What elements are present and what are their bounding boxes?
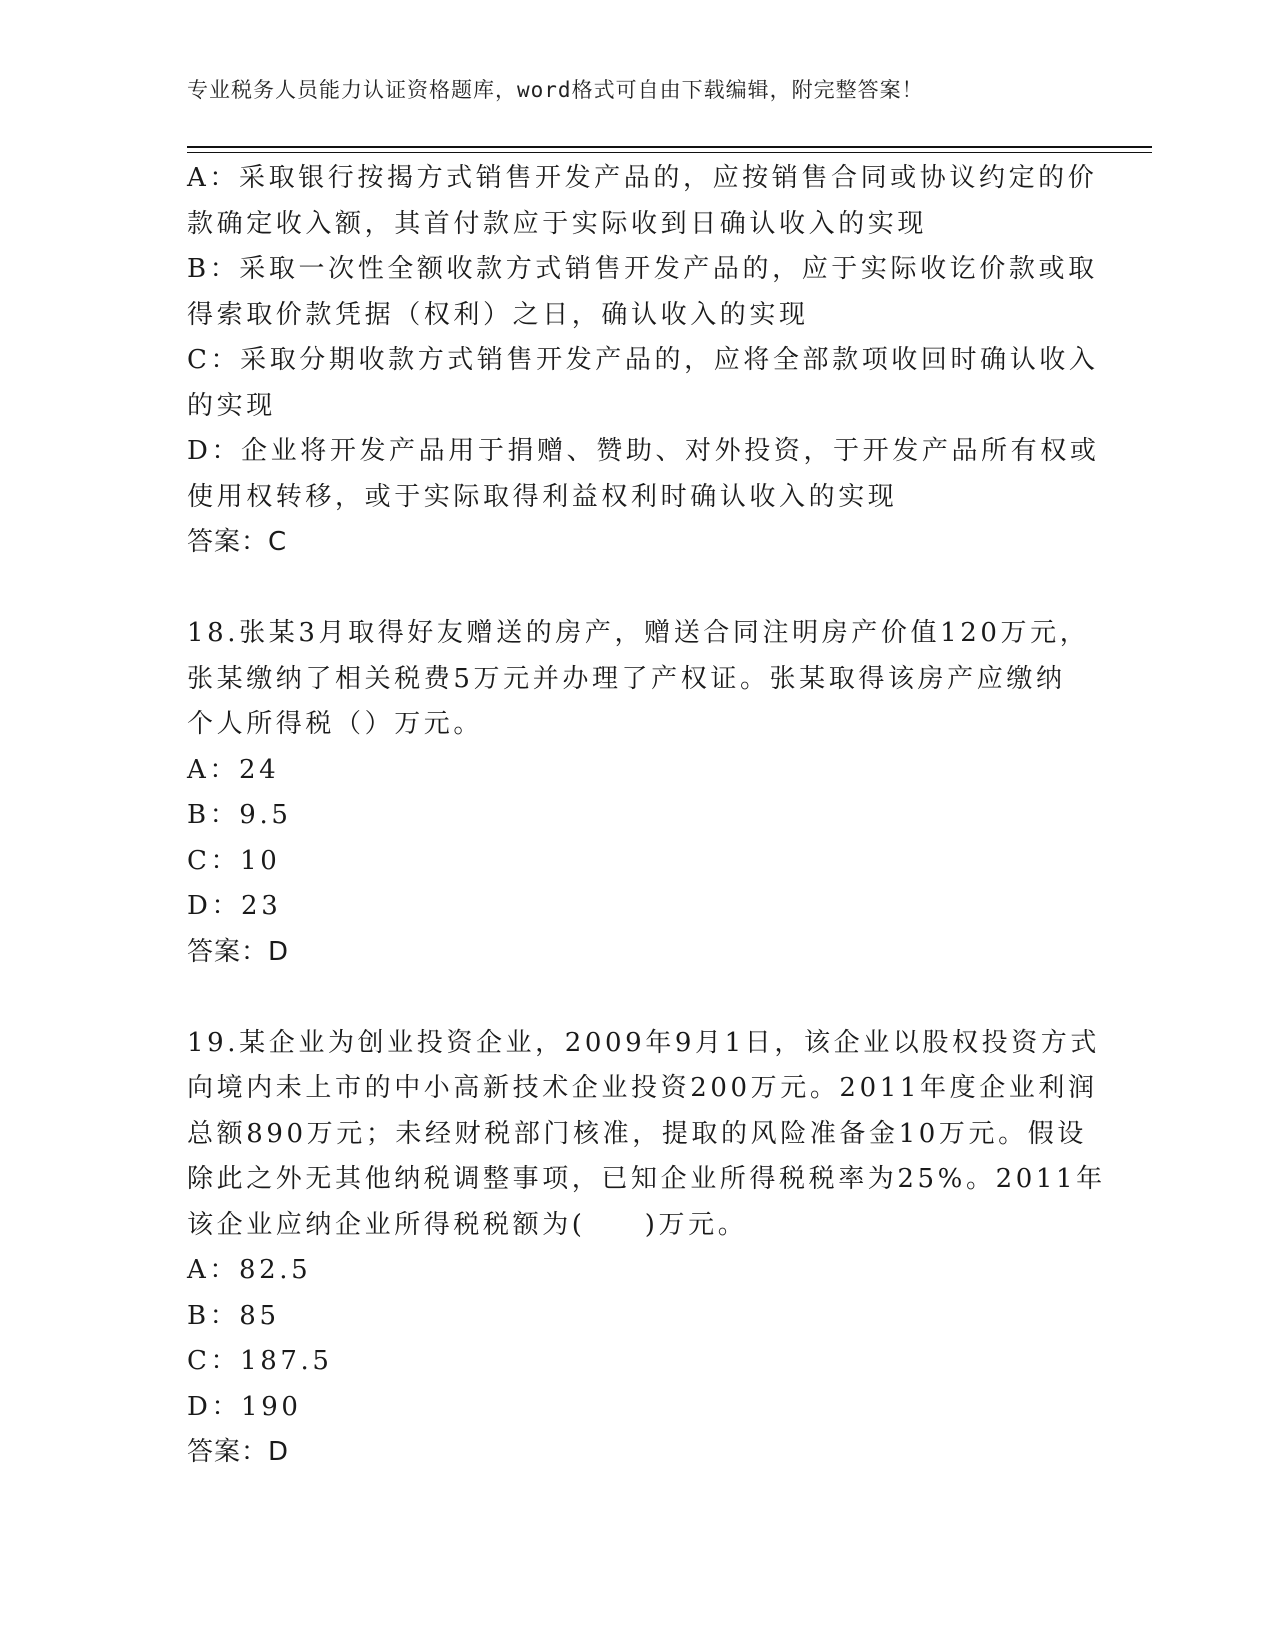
option-line: A：采取银行按揭方式销售开发产品的，应按销售合同或协议约定的价 bbox=[187, 163, 1098, 193]
document-body bbox=[187, 156, 1106, 1476]
question-stem-line: 总额890万元；未经财税部门核准，提取的风险准备金10万元。假设 bbox=[187, 1118, 1087, 1149]
option-a: A：24 bbox=[187, 754, 280, 785]
answer-18: 答案：D bbox=[187, 936, 290, 967]
option-line: 使用权转移，或于实际取得利益权利时确认收入的实现 bbox=[187, 481, 898, 512]
question-stem-line: 向境内未上市的中小高新技术企业投资200万元。2011年度企业利润 bbox=[187, 1073, 1098, 1103]
option-b: B：85 bbox=[187, 1300, 280, 1331]
option-a: A：82.5 bbox=[187, 1255, 312, 1285]
question-19 bbox=[187, 1021, 1106, 1476]
question-18 bbox=[187, 611, 1090, 975]
option-c: C：187.5 bbox=[187, 1346, 333, 1376]
header-rule-thin bbox=[187, 152, 1152, 153]
question-stem-line: 张某缴纳了相关税费5万元并办理了产权证。张某取得该房产应缴纳 bbox=[187, 663, 1066, 694]
option-d: D：23 bbox=[187, 891, 282, 921]
option-line: C：采取分期收款方式销售开发产品的，应将全部款项收回时确认收入 bbox=[187, 345, 1099, 375]
option-line: D：企业将开发产品用于捐赠、赞助、对外投资，于开发产品所有权或 bbox=[187, 436, 1100, 466]
question-stem-line: 该企业应纳企业所得税税额为( )万元。 bbox=[187, 1209, 748, 1240]
option-c: C：10 bbox=[187, 845, 281, 876]
header-rule-thick bbox=[187, 146, 1152, 148]
question-stem-line: 个人所得税（）万元。 bbox=[187, 709, 484, 739]
option-line: 款确定收入额，其首付款应于实际收到日确认收入的实现 bbox=[187, 208, 928, 239]
question-stem-line: 除此之外无其他纳税调整事项，已知企业所得税税率为25%。2011年 bbox=[187, 1164, 1106, 1194]
page-header: 专业税务人员能力认证资格题库，word格式可自由下载编辑，附完整答案！ bbox=[187, 78, 924, 102]
answer-19: 答案：D bbox=[187, 1437, 290, 1467]
spacer bbox=[187, 566, 1087, 612]
question-17-options bbox=[187, 156, 1100, 566]
option-line: 得索取价款凭据（权利）之日，确认收入的实现 bbox=[187, 299, 809, 330]
question-stem-line: 18.张某3月取得好友赠送的房产，赠送合同注明房产价值120万元， bbox=[187, 618, 1090, 648]
option-line: 的实现 bbox=[187, 390, 276, 421]
question-stem-line: 19.某企业为创业投资企业，2009年9月1日，该企业以股权投资方式 bbox=[187, 1027, 1101, 1058]
spacer bbox=[187, 975, 1087, 1021]
option-d: D：190 bbox=[187, 1391, 302, 1422]
answer-17: 答案：C bbox=[187, 527, 288, 557]
option-line: B：采取一次性全额收款方式销售开发产品的，应于实际收讫价款或取 bbox=[187, 254, 1098, 284]
option-b: B：9.5 bbox=[187, 800, 292, 830]
